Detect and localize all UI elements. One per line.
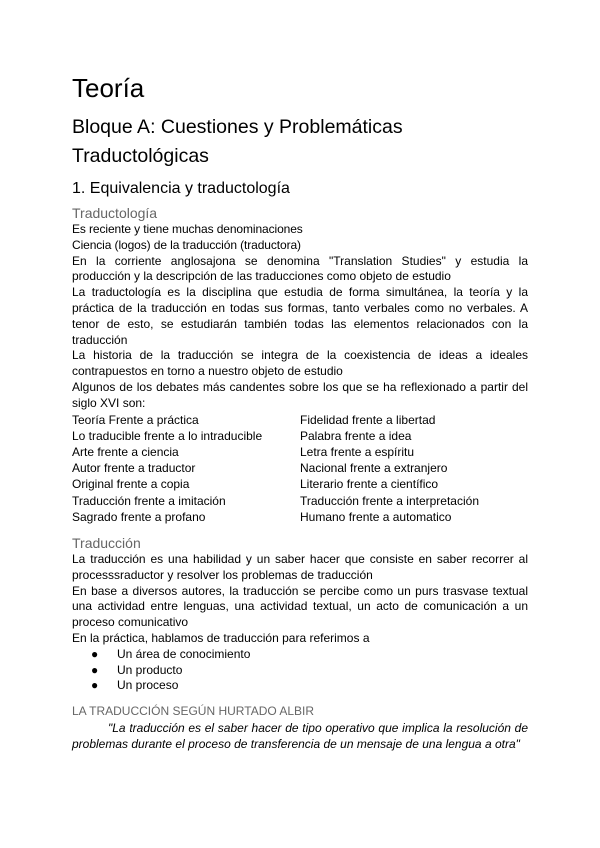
bullet-icon: ● xyxy=(91,662,99,677)
debate-item: Palabra frente a idea xyxy=(300,428,412,443)
section-title: 1. Equivalencia y traductología xyxy=(72,180,290,197)
subheading-traduccion: Traducción xyxy=(72,534,141,551)
paragraph: La traductología es la disciplina que estudia de forma simultánea, la teoría y la práctica de la traducción en todas sus formas, tanto verbales como no verbales. A tenor de esto, se estudiarán también todas las elementos relacionados con la traducción xyxy=(72,285,528,347)
list-item-text: Un área de conocimiento xyxy=(117,646,251,661)
debate-item: Traducción frente a imitación xyxy=(72,493,226,508)
debate-item: Teoría Frente a práctica xyxy=(72,412,199,427)
debate-item: Nacional frente a extranjero xyxy=(300,461,448,476)
list-item-text: Un producto xyxy=(117,662,183,677)
debate-item: Autor frente a traductor xyxy=(72,461,196,476)
debates-right-column xyxy=(300,412,528,525)
subheading-hurtado-albir: LA TRADUCCIÓN SEGÚN HURTADO ALBIR xyxy=(72,704,315,719)
paragraph: En base a diversos autores, la traducción se percibe como un purs trasvase textual una actividad entre lenguas, una actividad textual, un acto de comunicación a un proceso comunicativo xyxy=(72,583,528,630)
debate-item: Humano frente a automatico xyxy=(300,509,452,524)
debate-item: Letra frente a espíritu xyxy=(300,444,415,459)
bullet-list xyxy=(72,647,528,694)
list-item xyxy=(91,646,528,663)
list-item xyxy=(91,678,528,694)
debate-item: Original frente a copia xyxy=(72,477,190,492)
quote: "La traducción es el saber hacer de tipo operativo que implica la resolución de problemas durante el proceso de transferencia de un mensaje de una lengua a otra" xyxy=(72,721,528,751)
debate-item: Lo traducible frente a lo intraducible xyxy=(72,428,263,443)
debate-item: Traducción frente a interpretación xyxy=(300,493,479,508)
debate-item: Literario frente a científico xyxy=(300,477,439,492)
paragraph: En la práctica, hablamos de traducción para referimos a xyxy=(72,630,370,645)
subheading-traductologia: Traductología xyxy=(72,205,158,221)
debates-columns xyxy=(72,412,528,525)
debate-item: Fidelidad frente a libertad xyxy=(300,412,436,427)
paragraph: Algunos de los debates más candentes sobre los que se ha reflexionado a partir del siglo XVI son: xyxy=(72,379,528,410)
list-item xyxy=(91,662,528,679)
paragraph: La traducción es una habilidad y un saber hacer que consiste en saber recorrer al processsraductor y resolver los problemas de traducción xyxy=(72,551,528,582)
paragraph: La historia de la traducción se integra de la coexistencia de ideas a ideales contrapuestos en torno a nuestro objeto de estudio xyxy=(72,348,528,379)
block-title: Bloque A: Cuestiones y Problemáticas Traductológicas xyxy=(72,116,403,167)
debates-left-column xyxy=(72,412,300,525)
paragraph: Es reciente y tiene muchas denominaciones xyxy=(72,222,303,236)
debate-item: Arte frente a ciencia xyxy=(72,444,179,459)
page-title: Teoría xyxy=(72,73,145,103)
debate-item: Sagrado frente a profano xyxy=(72,509,206,524)
list-item-text: Un proceso xyxy=(117,678,179,693)
paragraph: En la corriente anglosajona se denomina "Translation Studies" y estudia la producción y la descripción de las traducciones como objeto de estudio xyxy=(72,253,528,284)
paragraph: Ciencia (logos) de la traducción (traductora) xyxy=(72,237,301,252)
bullet-icon: ● xyxy=(91,678,99,693)
bullet-icon: ● xyxy=(91,646,99,661)
